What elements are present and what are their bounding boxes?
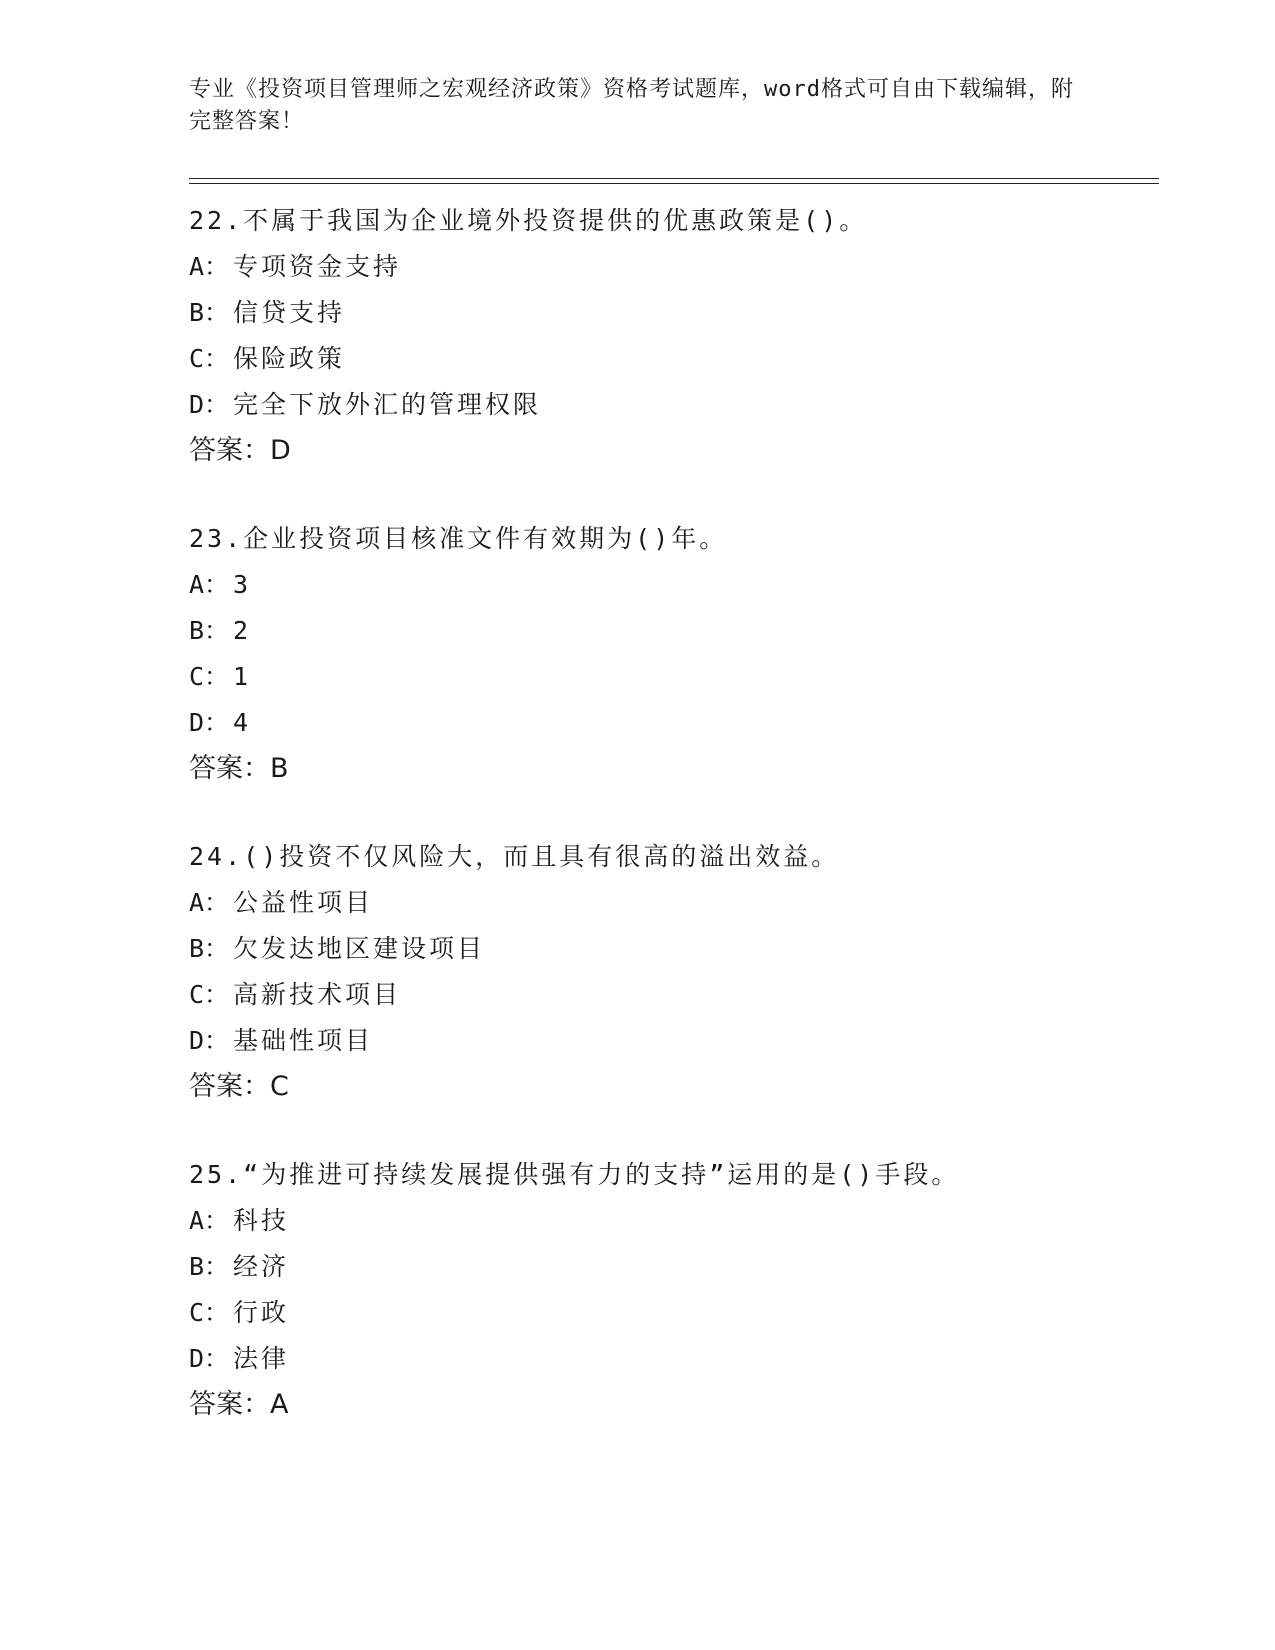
option-key: C： [189, 344, 230, 373]
question-stem: 23.企业投资项目核准文件有效期为()年。 [189, 524, 728, 553]
option-text: 科技 [233, 1206, 290, 1235]
option-key: C： [189, 1298, 230, 1327]
option-b [189, 608, 1169, 654]
answer-line: 答案：D [189, 435, 291, 466]
option-text: 专项资金支持 [233, 252, 402, 281]
option-key: D： [189, 708, 230, 737]
question-stem: 22.不属于我国为企业境外投资提供的优惠政策是()。 [189, 206, 868, 235]
option-a [189, 562, 1169, 608]
option-a [189, 244, 1169, 290]
option-key: D： [189, 390, 230, 419]
option-text: 行政 [233, 1298, 290, 1327]
option-key: D： [189, 1344, 230, 1373]
option-key: C： [189, 662, 230, 691]
option-text: 完全下放外汇的管理权限 [233, 390, 542, 419]
option-key: C： [189, 980, 230, 1009]
question-22 [189, 198, 1169, 474]
option-c [189, 1290, 1169, 1336]
answer-line: 答案：A [189, 1389, 289, 1420]
option-key: B： [189, 616, 230, 645]
header-divider-bottom [189, 183, 1159, 184]
option-text: 经济 [233, 1252, 290, 1281]
option-text: 1 [233, 662, 252, 691]
option-text: 欠发达地区建设项目 [233, 934, 486, 963]
option-text: 基础性项目 [233, 1026, 374, 1055]
option-text: 3 [233, 570, 252, 599]
option-text: 保险政策 [233, 344, 346, 373]
option-text: 公益性项目 [233, 888, 374, 917]
option-a [189, 880, 1169, 926]
option-key: D： [189, 1026, 230, 1055]
option-a [189, 1198, 1169, 1244]
option-text: 2 [233, 616, 252, 645]
option-b [189, 290, 1169, 336]
option-key: A： [189, 888, 230, 917]
option-text: 信贷支持 [233, 298, 346, 327]
option-b [189, 926, 1169, 972]
option-key: A： [189, 570, 230, 599]
question-stem: 24.()投资不仅风险大，而且具有很高的溢出效益。 [189, 842, 840, 871]
option-c [189, 972, 1169, 1018]
question-25 [189, 1152, 1169, 1428]
option-text: 4 [233, 708, 252, 737]
option-key: A： [189, 252, 230, 281]
option-key: B： [189, 934, 230, 963]
answer-line: 答案：B [189, 753, 289, 784]
option-c [189, 654, 1169, 700]
question-24 [189, 834, 1169, 1110]
option-text: 高新技术项目 [233, 980, 402, 1009]
option-d [189, 1018, 1169, 1064]
document-header: 专业《投资项目管理师之宏观经济政策》资格考试题库，word格式可自由下载编辑，附完整答案！ [189, 77, 1074, 134]
option-b [189, 1244, 1169, 1290]
option-c [189, 336, 1169, 382]
answer-line: 答案：C [189, 1071, 289, 1102]
option-d [189, 700, 1169, 746]
header-divider-top [189, 178, 1159, 179]
option-key: B： [189, 298, 230, 327]
option-key: B： [189, 1252, 230, 1281]
option-d [189, 382, 1169, 428]
question-stem: 25.“为推进可持续发展提供强有力的支持”运用的是()手段。 [189, 1160, 960, 1189]
question-23 [189, 516, 1169, 792]
option-text: 法律 [233, 1344, 290, 1373]
option-key: A： [189, 1206, 230, 1235]
option-d [189, 1336, 1169, 1382]
